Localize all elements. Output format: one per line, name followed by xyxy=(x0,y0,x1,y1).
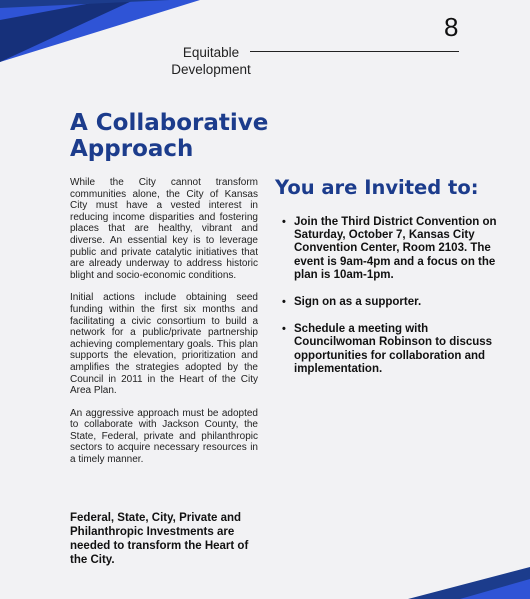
invitation-item-text: Join the Third District Convention on Saturday, October 7, Kansas City Convention Center, Room 2103. The event is 9am-4pm and a focus on the plan is 10am-1pm. xyxy=(294,216,497,281)
bullet-icon: • xyxy=(282,323,286,336)
body-text-column xyxy=(70,177,258,477)
bullet-icon: • xyxy=(282,296,286,309)
page-number: 8 xyxy=(444,12,459,42)
body-paragraph: Initial actions include obtaining seed funding within the first six months and facilitating a civic consortium to build a network for a public/private partnership achieving complementary goals. This plan supports the elevation, prioritization and amplifies the strategies adopted by the Council in 2011 in the Heart of the City Area Plan. xyxy=(70,292,258,397)
body-paragraph: While the City cannot transform communities alone, the City of Kansas City must have a vested interest in reducing income disparities and fostering places that are healthy, vibrant and diverse. An essential key is to leverage public and private catalytic initiatives that are already underway to address historic blight and socio-economic conditions. xyxy=(70,177,258,281)
section-title: A Collaborative Approach xyxy=(70,110,269,162)
invitation-item-text: Sign on as a supporter. xyxy=(294,296,422,309)
invitation-item xyxy=(282,323,504,376)
body-paragraph: An aggressive approach must be adopted to collaborate with Jackson County, the State, Federal, private and philanthropic sectors to acquire necessary resources in a timely manner. xyxy=(70,407,258,466)
corner-decoration-bottom-right xyxy=(408,567,530,599)
investment-callout: Federal, State, City, Private and Philanthropic Investments are needed to transform the Heart of the City. xyxy=(70,512,249,566)
invitation-item xyxy=(282,296,504,309)
section-label: Equitable Development xyxy=(171,45,251,77)
bullet-icon: • xyxy=(282,216,286,228)
invitation-heading: You are Invited to: xyxy=(275,176,479,199)
invitation-item xyxy=(282,216,504,282)
invitation-list xyxy=(282,216,504,376)
header-rule xyxy=(250,51,459,52)
invitation-item-text: Schedule a meeting with Councilwoman Robinson to discuss opportunities for collaboration and implementation. xyxy=(294,323,493,375)
